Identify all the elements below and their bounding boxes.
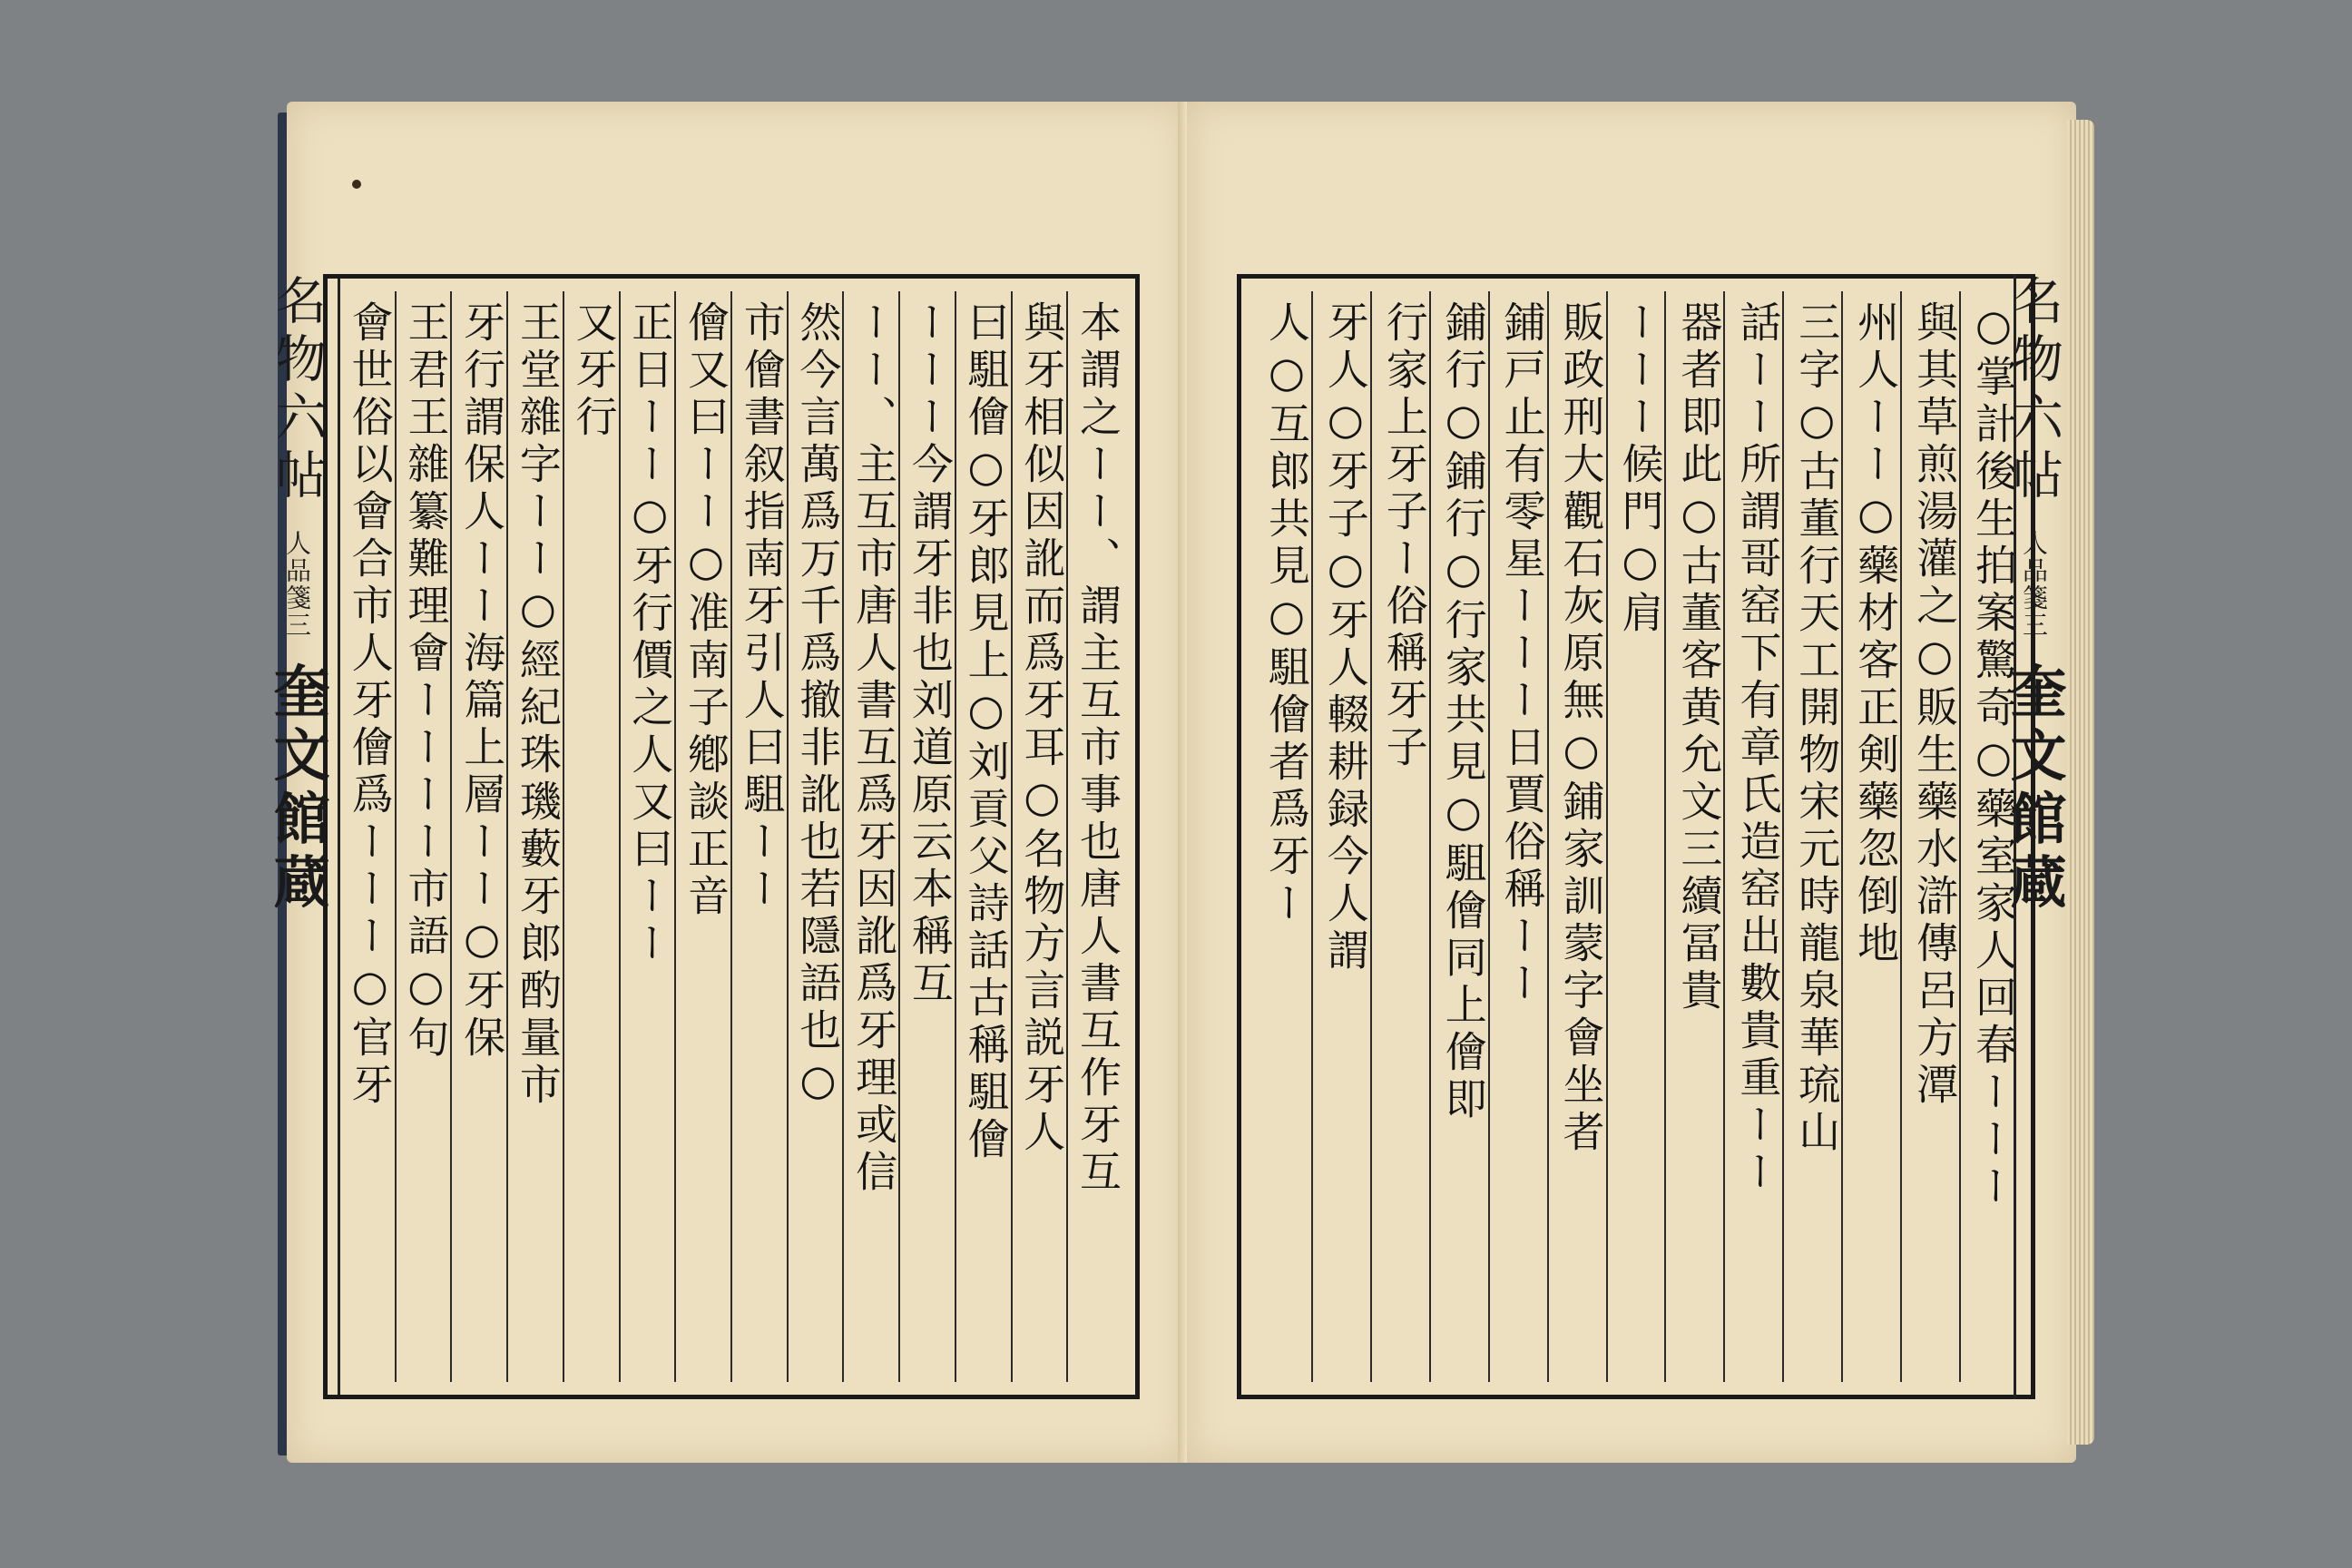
text-column: 然今言萬爲万千爲撤非訛也若隱語也○ (787, 291, 843, 1382)
text-column: 鋪行○鋪行○行家共見○駔儈同上儈即 (1429, 291, 1488, 1382)
worm-hole (352, 180, 361, 189)
side-title: 名物六帖 (268, 274, 327, 506)
text-column: 話ーー所謂哥窑下有章氏造窑出數貴重ーー (1723, 291, 1782, 1382)
text-column: 行家上牙子ー俗稱牙子 (1370, 291, 1429, 1382)
open-book (264, 102, 2092, 1463)
publisher-stamp: 奎文館蔵 (2001, 662, 2067, 916)
text-column: 會世俗以會合市人牙儈爲ーーー○官牙 (345, 300, 395, 1110)
right-page (1187, 102, 2076, 1463)
text-frame-left (323, 274, 1140, 1399)
side-section: 人品箋三 (282, 529, 312, 639)
text-column: ーーー候門○肩 (1606, 291, 1665, 1382)
side-title: 名物六帖 (2004, 274, 2063, 506)
text-column: 王君王雜纂難理會ーーーー市語○句 (395, 291, 451, 1382)
text-column: ○掌計後生拍案驚奇○藥室家人回春ーーー (1959, 291, 2018, 1382)
publisher-stamp: 奎文館蔵 (264, 662, 330, 916)
text-column: 人○互郎共見○駔儈者爲牙ー (1261, 300, 1311, 928)
text-column: ーー、主互市唐人書互爲牙因訛爲牙理或信 (842, 291, 898, 1382)
text-column: 與牙相似因訛而爲牙耳○名物方言説牙人 (1011, 291, 1067, 1382)
text-columns-right (1254, 291, 2018, 1382)
text-column: 牙行謂保人ーー海篇上層ーー○牙保 (450, 291, 506, 1382)
text-column: 本謂之ーー、謂主互市事也唐人書互作牙互 (1066, 291, 1122, 1382)
text-column: 正日ーー○牙行價之人又曰ーー (619, 291, 675, 1382)
text-column: ーーー今謂牙非也刘道原云本稱互 (898, 291, 955, 1382)
text-columns-left (340, 291, 1122, 1382)
text-column: 三字○古董行天工開物宋元時龍泉華琉山 (1782, 291, 1841, 1382)
text-column: 鋪戸止有零星ーーー日賈俗稱ーー (1488, 291, 1547, 1382)
text-column: 王堂雜字ーー○經紀珠璣藪牙郎酌量市 (506, 291, 563, 1382)
text-column: 又牙行 (563, 291, 619, 1382)
text-column: 販政刑大觀石灰原無○鋪家訓蒙字會坐者 (1547, 291, 1606, 1382)
right-side-title (2001, 274, 2074, 1399)
text-column: 曰駔儈○牙郎見上○刘貢父詩話古稱駔儈 (955, 291, 1011, 1382)
text-column: 市儈書叙指南牙引人曰駔ーー (730, 291, 787, 1382)
text-column: 與其草煎湯灌之○販生藥水滸傳呂方潭 (1900, 291, 1959, 1382)
text-column: 器者即此○古董客黄允文三續冨貴 (1664, 291, 1723, 1382)
text-column: 儈又曰ーー○准南子鄕談正音 (674, 291, 730, 1382)
page-fore-edge (2067, 120, 2094, 1445)
text-column: 州人ーー○藥材客正剣藥忽倒地 (1841, 291, 1900, 1382)
text-column: 牙人○牙子○牙人輟耕録今人謂 (1311, 291, 1370, 1382)
text-frame-right (1237, 274, 2035, 1399)
side-section: 人品箋三 (2019, 529, 2049, 639)
left-page (264, 102, 1187, 1463)
